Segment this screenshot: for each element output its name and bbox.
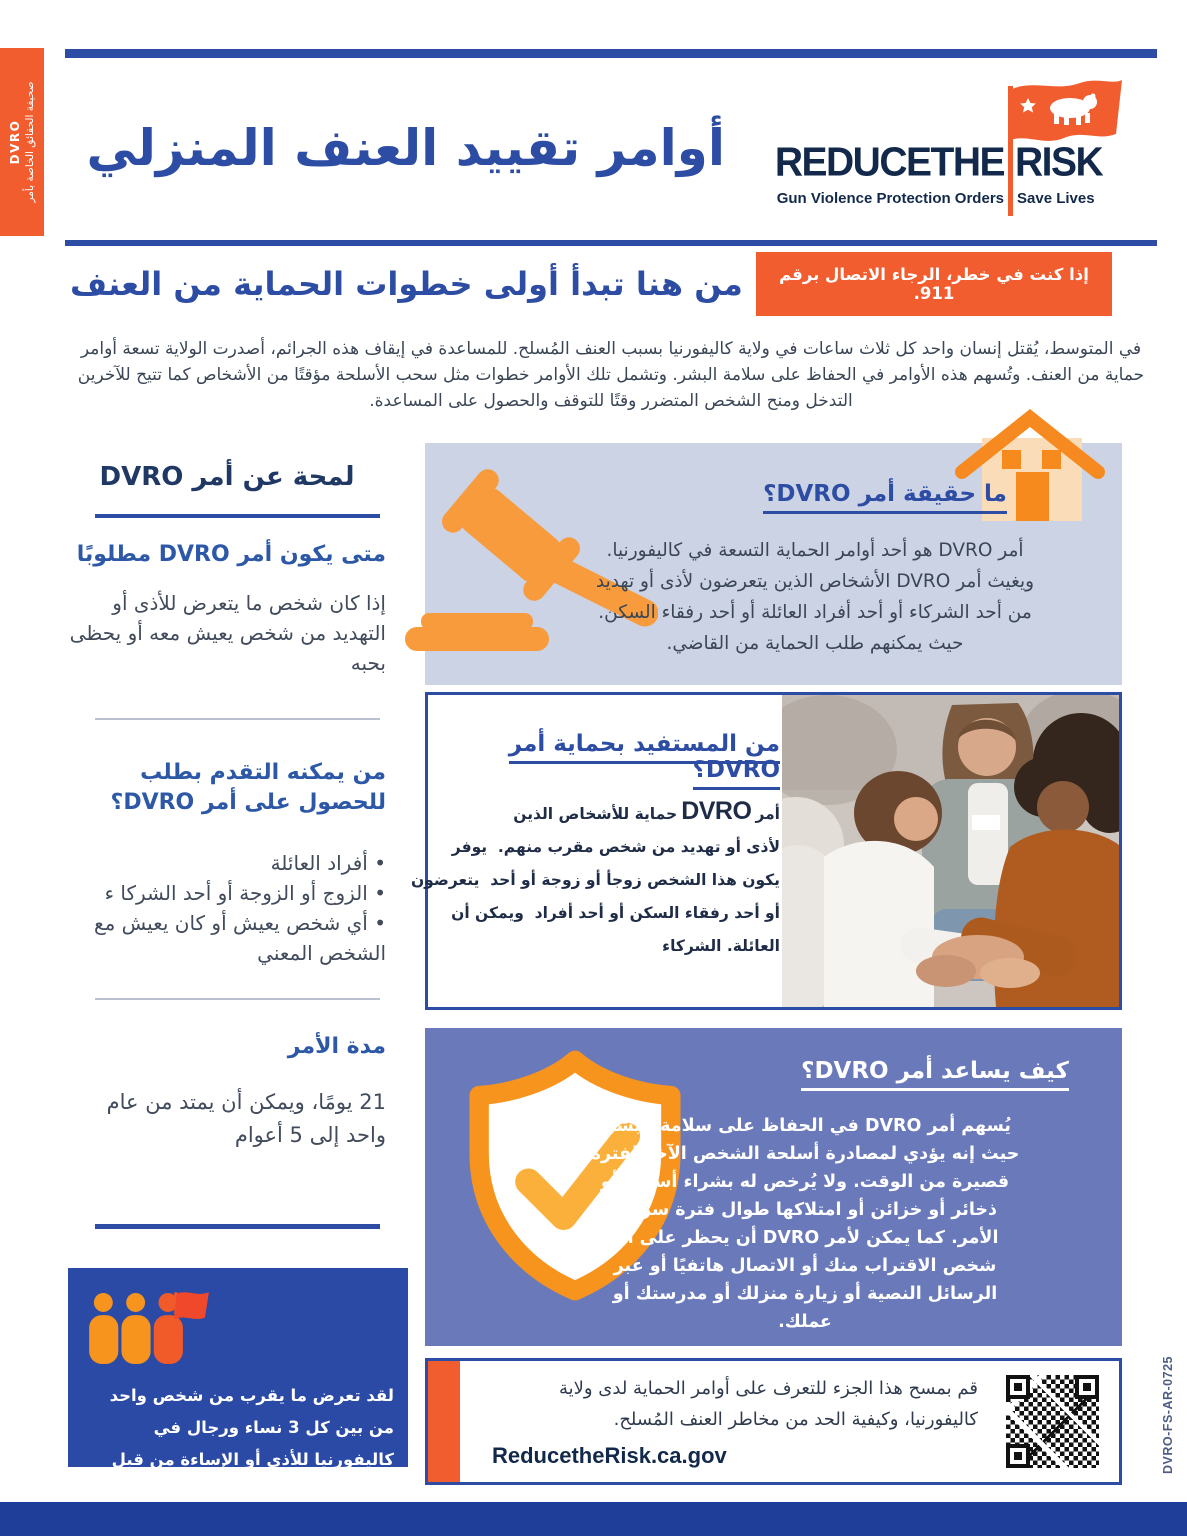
text-line: أو أحد رفقاء السكن أو أحد أفراد ويمكن أن	[451, 904, 780, 922]
logo-tagline-left: Gun Violence Protection Orders	[776, 190, 1004, 207]
reduce-the-risk-logo	[752, 68, 1127, 218]
duration-heading: مدة الأمر	[287, 1034, 386, 1059]
who-is-protected-box	[410, 692, 1122, 1010]
list-item: • أفراد العائلة	[68, 848, 386, 878]
main-headline: من هنا تبدأ أولى خطوات الحماية من العنف	[70, 265, 743, 303]
logo-wordmark-risk: RISK	[1015, 140, 1103, 186]
how-dvro-helps-heading: كيف يساعد أمر DVRO؟	[760, 1058, 1110, 1084]
orange-stripe	[428, 1361, 460, 1482]
qr-code	[1002, 1371, 1103, 1472]
people-icons	[86, 1284, 216, 1384]
header-rule	[65, 240, 1157, 246]
dvro-inline-label: DVRO	[681, 797, 752, 825]
text-line: أمرDVROحماية للأشخاص الذين	[513, 797, 780, 825]
what-is-dvro-body: أمر DVRO هو أحد أوامر الحماية التسعة في كاليفورنيا. ويغيث أمر DVRO الأشخاص الذين يتعرضون لأذى أو تهديد من أحد الشركاء أو أحد أفراد العائلة أو أحد رفقاء السكن. حيث يمكنهم طلب الحماية من القاضي.	[595, 540, 1035, 654]
top-rule	[65, 49, 1157, 58]
duration-body: 21 يومًا، ويمكن أن يمتد من عام واحد إلى 5 أعوام	[106, 1090, 386, 1147]
side-tab-dvro-label: DVRO	[7, 119, 22, 165]
divider	[95, 718, 380, 720]
who-can-apply-heading: من يمكنه التقدم بطلب للحصول على أمر DVRO؟	[110, 760, 386, 815]
divider	[95, 998, 380, 1000]
qr-instruction-text: قم بمسح هذا الجزء للتعرف على أوامر الحماية لدى ولاية كاليفورنيا، وكيفية الحد من مخاطر العنف المُسلح.	[558, 1378, 978, 1430]
when-needed-heading: متى يكون أمر DVRO مطلوبًا	[76, 542, 386, 567]
qr-info-box	[425, 1358, 1122, 1485]
text-line: لأذى أو تهديد من شخص مقرب منهم. يوفر	[451, 838, 780, 856]
who-can-apply-list	[68, 848, 386, 968]
list-item: • أي شخص يعيش أو كان يعيش مع الشخص المعني	[68, 908, 386, 968]
text-line: يكون هذا الشخص زوجأ أو زوجة أو أحد يتعرضون	[410, 871, 780, 889]
glance-title: لمحة عن أمر DVRO	[99, 462, 355, 492]
statistic-text: لقد تعرض ما يقرب من شخص واحد من بين كل 3 نساء ورجال في كاليفورنيا للأذى أو الإساءة من قبل شريك مقرب.	[109, 1386, 394, 1501]
support-group-photo	[782, 695, 1119, 1007]
website-link[interactable]: ReducetheRisk.ca.gov	[492, 1443, 727, 1468]
when-needed-body: إذا كان شخص ما يتعرض للأذى أو التهديد من شخص يعيش معه أو يحظى بحبه	[69, 591, 386, 675]
side-tab	[0, 48, 44, 236]
emergency-911-banner: إذا كنت في خطر، الرجاء الاتصال برقم 911.	[756, 252, 1112, 316]
text-line: العائلة. الشركاء	[662, 937, 780, 955]
document-code: DVRO-FS-AR-0725	[1161, 1356, 1175, 1474]
footer-bar	[0, 1502, 1187, 1536]
list-item: • الزوج أو الزوجة أو أحد الشركا ء	[68, 878, 386, 908]
logo-tagline-right: Save Lives	[1017, 190, 1095, 207]
how-dvro-helps-body: يُسهم أمر DVRO في الحفاظ على سلامة البشر. حيث إنه يؤدي لمصادرة أسلحة الشخص الآخر لفترة قصيرة من الوقت. ولا يُرخص له بشراء أسلحة أو ذخائر أو خزائن أو امتلاكها طوال فترة سريان الأمر. كما يمكن لأمر DVRO أن يحظر على أي شخص الاقتراب منك أو الاتصال هاتفيًا أو عبر الرسائل النصية أو زيارة منزلك أو مدرستك أو عملك.	[590, 1116, 1020, 1332]
statistic-box	[68, 1268, 408, 1501]
who-is-protected-body	[410, 795, 780, 963]
logo-wordmark-reducethe: REDUCETHE	[774, 140, 1004, 186]
who-is-protected-heading: من المستفيد بحماية أمر DVRO؟	[440, 731, 780, 783]
what-is-dvro-box	[425, 443, 1122, 685]
page-title: أوامر تقييد العنف المنزلي	[86, 119, 725, 177]
intro-paragraph: في المتوسط، يُقتل إنسان واحد كل ثلاث ساعات في ولاية كاليفورنيا بسبب العنف المُسلح. للمساعدة في إيقاف هذه الجرائم، أصدرت الولاية تسعة أوامر حماية من العنف. وتُسهم هذه الأوامر في الحفاظ على سلامة البشر. وتشمل تلك الأوامر خطوات مثل سحب الأسلحة مؤقتًا من الأشخاص كما تتيح للآخرين التدخل ومنح الشخص المتضرر وقتًا للتوقف والحصول على المساعدة.	[77, 339, 1145, 411]
divider-thick	[95, 1224, 380, 1229]
glance-title-rule	[95, 514, 380, 518]
how-dvro-helps-box	[425, 1028, 1122, 1346]
what-is-dvro-heading: ما حقيقة أمر DVRO؟	[605, 481, 1165, 507]
side-tab-label: صحيفة الحقائق الخاصة بأمر	[23, 81, 36, 203]
